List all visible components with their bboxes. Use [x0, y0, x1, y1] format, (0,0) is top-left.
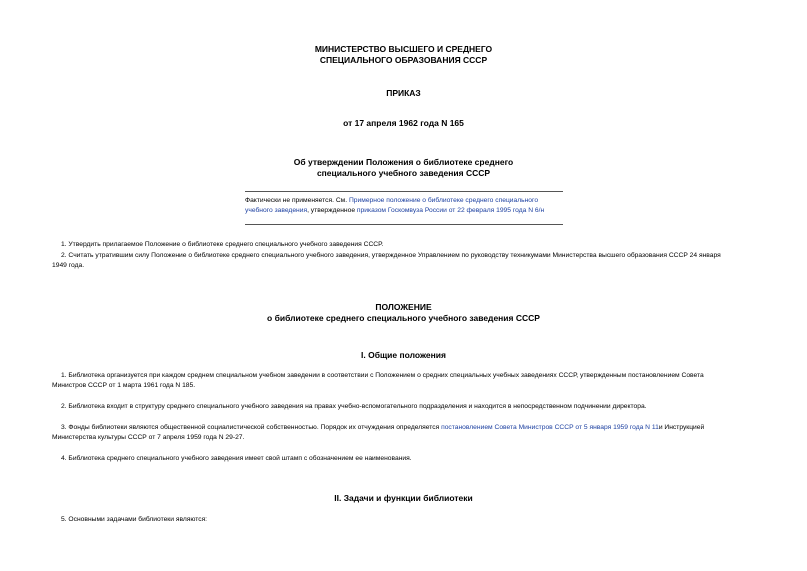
section-1-p3 — [61, 423, 771, 433]
note-middle: , утвержденное — [307, 207, 357, 214]
order-item-2: 2. Считать утратившим силу Положение о библиотеке среднего специального учебного заведения, утвержденное Управлением по руководству техникумами Министерства высшего образования СССР 24 января — [61, 252, 721, 259]
section-1-p2: 2. Библиотека входит в структуру среднего специального учебного заведения на правах учебно-вспомогательного подразделения и находится в непосредственном подчинении директора. — [61, 403, 647, 410]
regulation-title: ПОЛОЖЕНИЕ — [375, 302, 432, 312]
section-1-p3-cont: Министерства культуры СССР от 7 апреля 1959 года N 29-27. — [52, 434, 245, 441]
note-bottom-rule — [245, 224, 563, 225]
model-regulation-link-cont[interactable]: учебного заведения — [245, 207, 308, 214]
note-top-rule — [245, 191, 563, 192]
doc-type: ПРИКАЗ — [386, 88, 421, 98]
section-1-heading: I. Общие положения — [361, 350, 446, 360]
sovmin-resolution-link[interactable]: постановлением Совета Министров СССР от 5 января 1959 года N 11 — [441, 424, 659, 431]
section-2-p5: 5. Основными задачами библиотеки являются: — [61, 516, 208, 523]
model-regulation-link[interactable]: Примерное положение о библиотеке среднего специального — [348, 197, 539, 204]
date-number: от 17 апреля 1962 года N 165 — [343, 118, 464, 128]
section-1-p1-cont: Министров СССР от 1 марта 1961 года N 185. — [52, 382, 196, 389]
order-item-2-cont: 1949 года. — [52, 262, 85, 269]
section-1-p1: 1. Библиотека организуется при каждом среднем специальном учебном заведении в соответствии с Положением о средних специальных учебных заведениях СССР, утвержденным постановлением Совета — [61, 372, 704, 379]
note-prefix: Фактически не применяется. См. — [245, 197, 349, 204]
section-1-p4: 4. Библиотека среднего специального учебного заведения имеет свой штамп с обозначением ее наименования. — [61, 455, 412, 462]
p3-prefix: 3. Фонды библиотеки являются общественной социалистической собственностью. Порядок их отчуждения определяется — [61, 424, 442, 431]
status-note — [245, 196, 575, 216]
p3-suffix: и Инструкцией — [658, 424, 705, 431]
section-2-heading: II. Задачи и функции библиотеки — [334, 493, 473, 503]
title-line-1: Об утверждении Положения о библиотеке среднего — [293, 157, 514, 167]
ministry-line-2: СПЕЦИАЛЬНОГО ОБРАЗОВАНИЯ СССР — [319, 55, 488, 65]
title-line-2: специального учебного заведения СССР — [316, 168, 491, 178]
goskomvuz-order-link[interactable]: приказом Госкомвуза России от 22 февраля 1995 года N 6/н — [356, 207, 545, 214]
ministry-line-1: МИНИСТЕРСТВО ВЫСШЕГО И СРЕДНЕГО — [314, 44, 493, 54]
regulation-subtitle: о библиотеке среднего специального учебного заведения СССР — [267, 313, 540, 323]
order-item-1: 1. Утвердить прилагаемое Положение о библиотеке среднего специального учебного заведения СССР. — [61, 241, 384, 248]
